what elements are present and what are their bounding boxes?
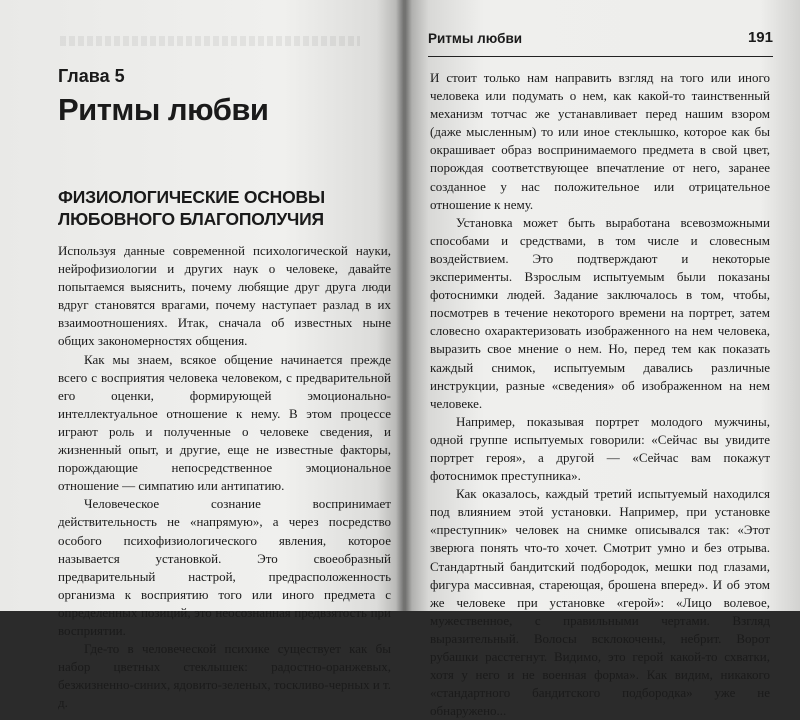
page-number: 191 [747, 29, 773, 46]
left-page [0, 0, 405, 711]
paragraph: Используя данные современной психологической науки, нейрофизиологии и других наук о человеке, давайте попытаемся выяснить, почему любящие друг друга люди вдруг становятся врагами, почему наступает разлад в их взаимоотношениях. Итак, сначала об известных ныне общих закономерностях общения. [58, 243, 391, 349]
paragraph: Где-то в человеческой психике существует как бы набор цветных стеклышек: радостно-оранжевых, безжизненно-синих, ядовито-зеленых, тоскливо-черных и т. д. [58, 641, 391, 711]
section-title: ФИЗИОЛОГИЧЕСКИЕ ОСНОВЫ ЛЮБОВНОГО БЛАГОПОЛУЧИЯ [58, 187, 325, 229]
paragraph: И стоит только нам направить взгляд на того или иного человека или подумать о нем, как какой-то таинственный механизм тотчас же устанавливает перед нашим взором (даже мысленным) то или иное стеклышко, которое как бы окрашивает образ воспринимаемого предмета в свой цвет, порождая соответствующее впечатление от него, заранее созданное у нас положительное или отрицательное отношение к нему. [430, 70, 770, 212]
paragraph: Установка может быть выработана всевозможными способами и средствами, в том числе и словесным воздействием. Это подтверждают и некоторые эксперименты. Взрослым испытуемым были показаны фотоснимки людей. Задание заключалось в том, чтобы, посмотрев в течение некоторого времени на портрет, затем словесно охарактеризовать изображенного на нем человека, выразить свое мнение о нем. Но, перед тем как показать каждый снимок, испытуемым давались различные инструкции, разные «сведения» об изображенном на нем человеке. [430, 214, 770, 411]
chapter-title: Ритмы любви [58, 92, 269, 127]
running-title: Ритмы любви [428, 31, 523, 46]
paragraph: Например, показывая портрет молодого мужчины, одной группе испытуемых говорили: «Сейчас вы увидите портрет героя», а другой — «Сейчас вам покажут фотоснимок преступника». [430, 413, 770, 484]
book-gutter [396, 0, 412, 611]
paragraph: Как оказалось, каждый третий испытуемый находился под влиянием этой установки. Например, при установке «преступник» человек на снимке описывался так: «Этот зверюга понять что-то хочет. Смотрит умно и без отрыва. Стандартный бандитский подбородок, мешки под глазами, фигура массивная, стареющая, брошена вперед». И об этом же человеке при установке «герой»: «Лицо волевое, мужественное, с правильными чертами. Взгляд выразительный. Волосы всклокочены, небрит. Ворот рубашки расстегнут. Видимо, это герой какой-то схватки, хотя у него и не военная форма». Как видим, никакого «стандартного бандитского подбородка» уже не обнаружено... [430, 486, 770, 719]
show-through-header [60, 36, 360, 46]
right-page-body [430, 69, 770, 720]
paragraph: Как мы знаем, всякое общение начинается прежде всего с восприятия человека человеком, с предварительной его оценки, формирующей эмоционально-интеллектуальное отношение к нему. В этом процессе играют роль и полученные о человеке сведения, и жизненный опыт, и другие, еще не известные факторы, порождающие непосредственное эмоциональное отношение — симпатию или антипатию. [58, 351, 391, 494]
chapter-label: Глава 5 [58, 66, 125, 86]
paragraph: Человеческое сознание воспринимает действительность не «напрямую», а через посредство особого психофизиологического явления, которое называется установкой. Это своеобразный предварительный настрой, предрасположенность организма к восприятию того или иного предмета с определенных позиций, это неосознанная предвзятость при восприятии. [58, 496, 391, 638]
running-header [428, 28, 773, 57]
left-page-body [58, 242, 391, 712]
